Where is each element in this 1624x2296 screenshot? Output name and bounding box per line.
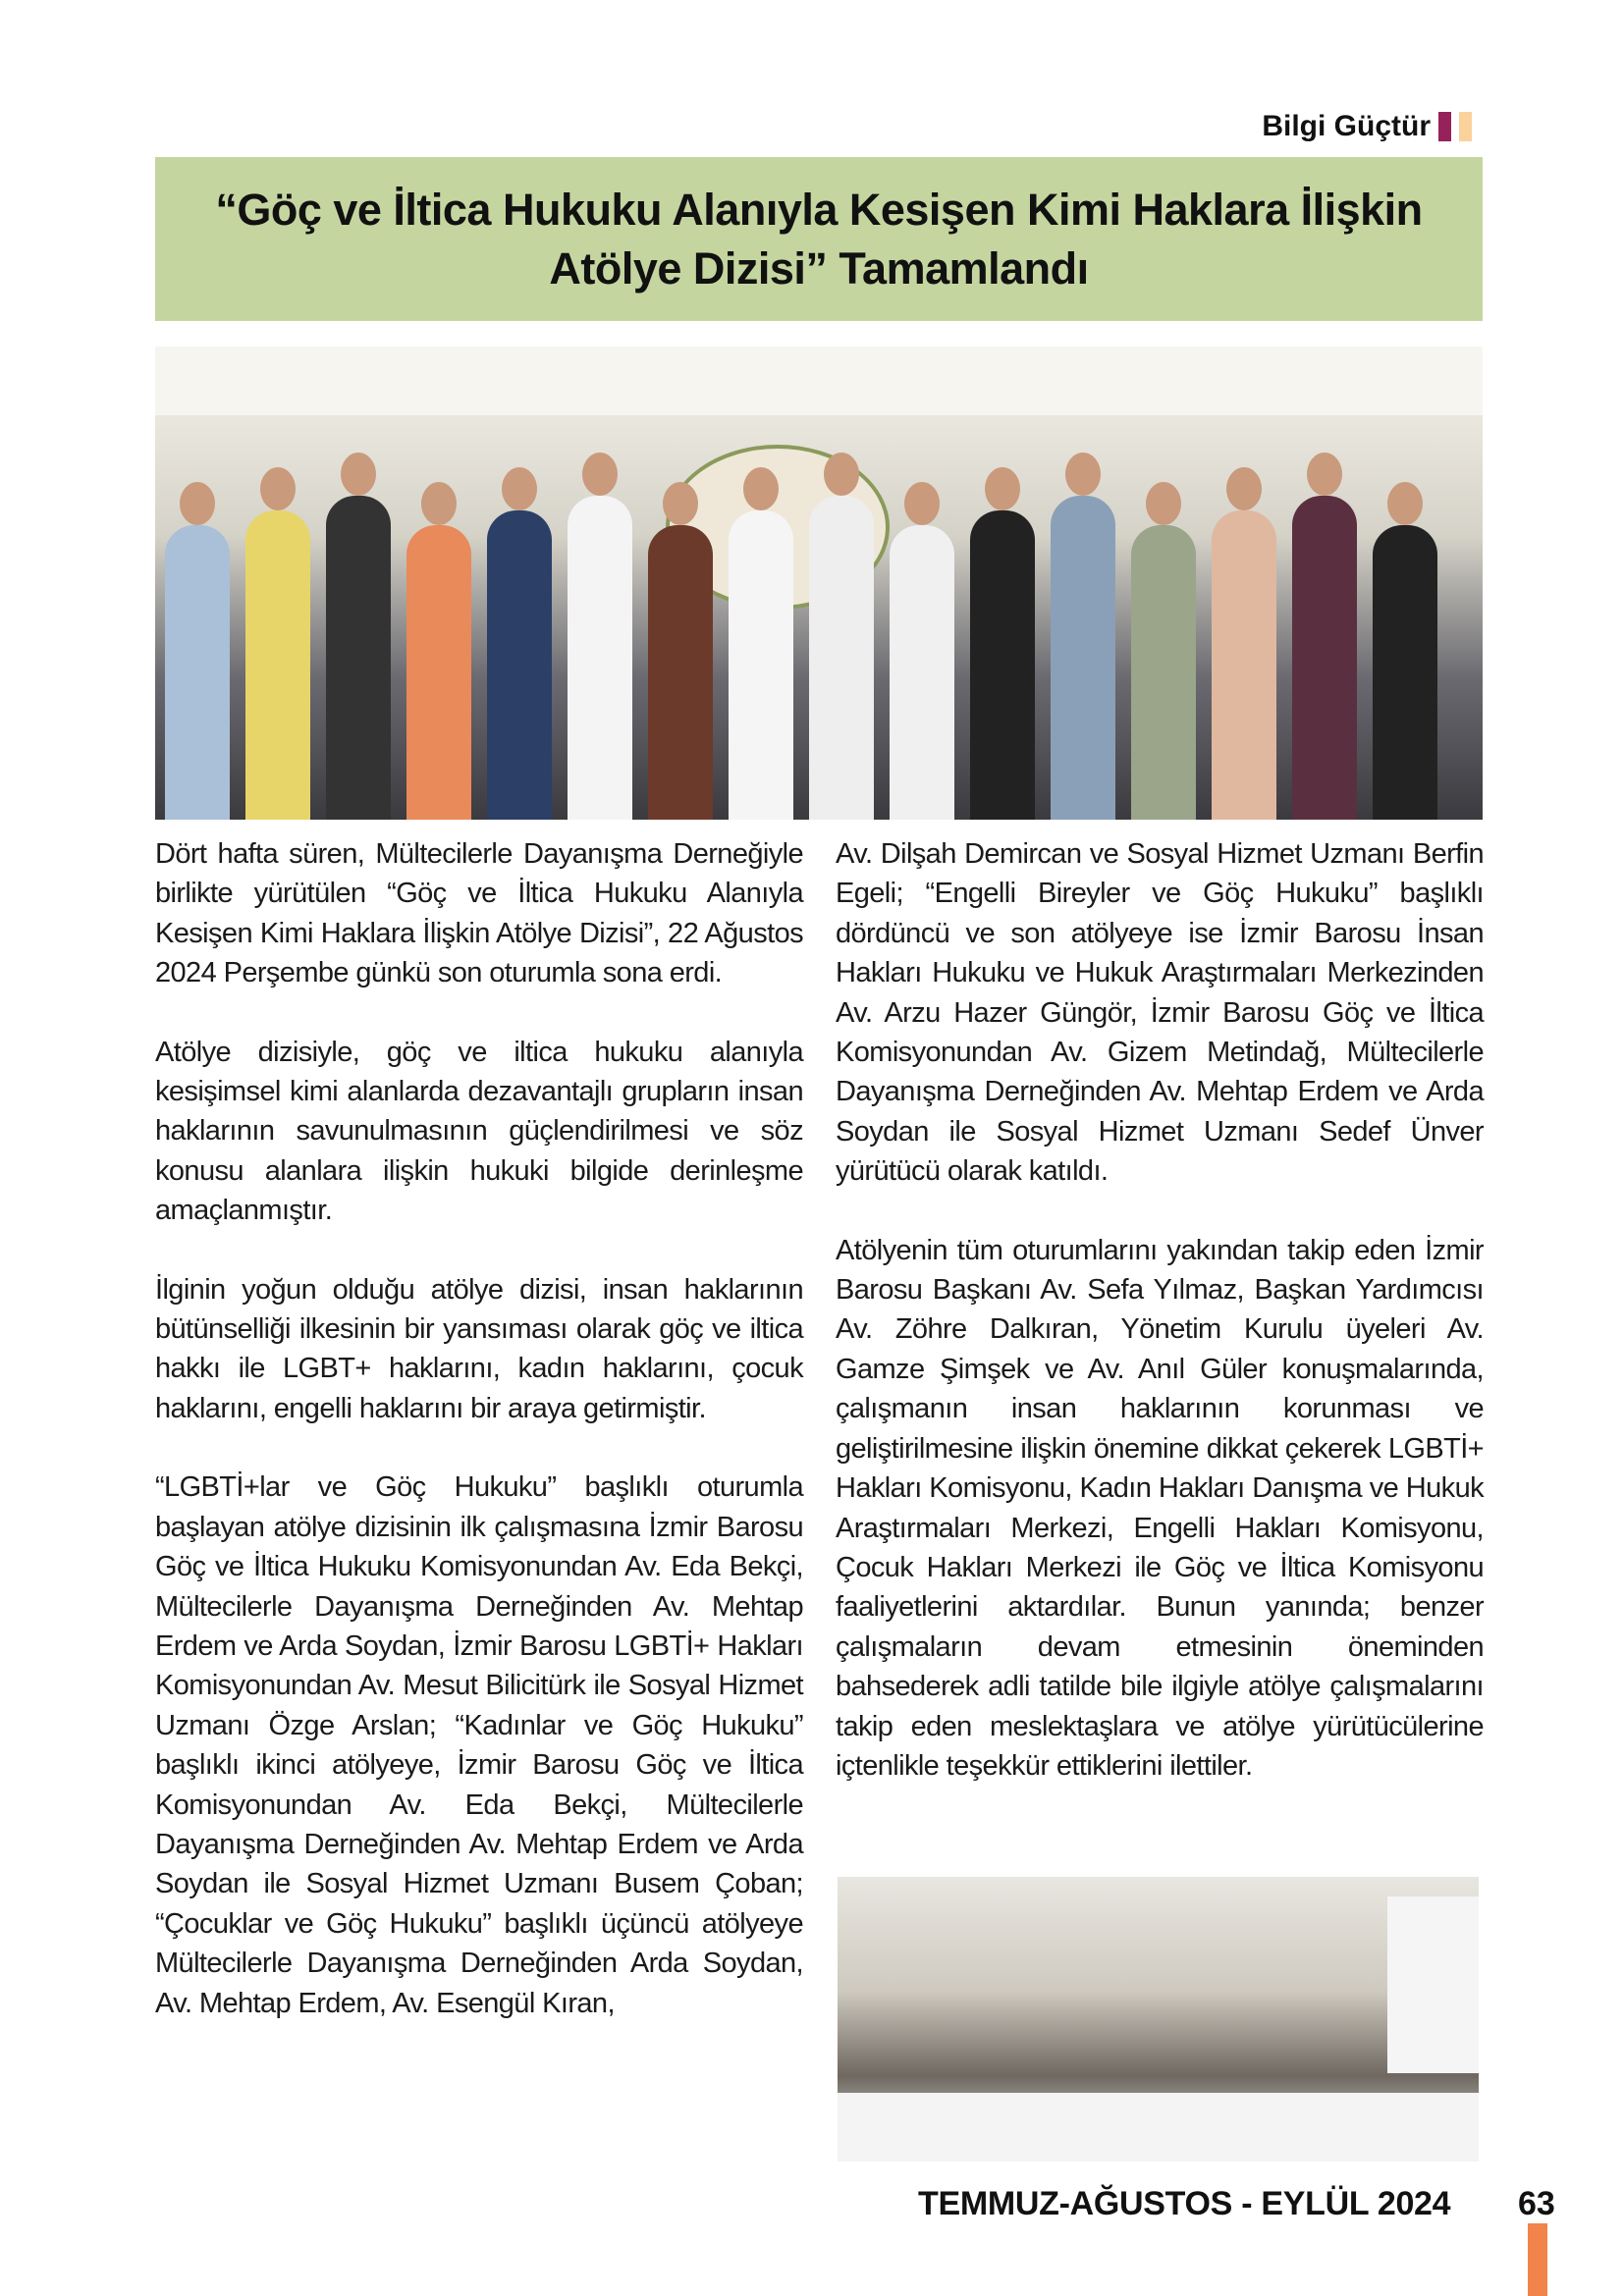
person-silhouette bbox=[970, 510, 1035, 820]
section-label: Bilgi Güçtür bbox=[1262, 110, 1431, 142]
person-silhouette bbox=[1292, 496, 1357, 820]
paragraph: Atölyenin tüm oturumlarını yakından takip eden İzmir Barosu Başkanı Av. Sefa Yılmaz, Başkan Yardımcısı Av. Zöhre Dalkıran, Yönetim Kurulu üyeleri Av. Gamze Şimşek ve Av. Anıl Güler konuşmalarında, çalışmanın insan haklarının korunması ve geliştirilmesine ilişkin önemine dikkat çekerek LGBTİ+ Hakları Komisyonu, Kadın Hakları Danışma ve Hukuk Araştırmaları Merkezi, Engelli Hakları Komisyonu, Çocuk Hakları Merkezi ile Göç ve İltica Komisyonu faaliyetlerini aktardılar. Bunun yanında; benzer çalışmaların devam etmesinin öneminden bahsederek adli tatilde bile ilgiyle atölye çalışmalarını takip eden meslektaşlara ve atölye yürütücülerine içtenlikle teşekkür ettiklerini ilettiler. bbox=[836, 1234, 1484, 1782]
person-head bbox=[1226, 467, 1262, 510]
person-silhouette bbox=[648, 525, 713, 820]
person-head bbox=[582, 453, 618, 496]
person-head bbox=[1065, 453, 1101, 496]
person-head bbox=[824, 453, 859, 496]
person-head bbox=[421, 482, 457, 525]
person-silhouette bbox=[568, 496, 632, 820]
article-title bbox=[215, 181, 1422, 298]
paragraph: Atölye dizisiyle, göç ve iltica hukuku alanıyla kesişimsel kimi alanlarda dezavantajlı grupların insan haklarının savunulmasının güçlendirilmesi ve söz konusu alanlara ilişkin hukuki bilgide derinleşme amaçlanmıştır. bbox=[155, 1036, 803, 1227]
person-head bbox=[1307, 453, 1342, 496]
person-head bbox=[1387, 482, 1423, 525]
person-silhouette bbox=[245, 510, 310, 820]
person-head bbox=[743, 467, 779, 510]
person-head bbox=[904, 482, 940, 525]
person-head bbox=[663, 482, 698, 525]
paragraph: Dört hafta süren, Mültecilerle Dayanışma Derneğiyle birlikte yürütülen “Göç ve İltica Hukuku Alanıyla Kesişen Kimi Haklara İlişkin Atölye Dizisi”, 22 Ağustos 2024 Perşembe günkü son oturumla sona erdi. bbox=[155, 838, 803, 989]
person-silhouette bbox=[809, 496, 874, 820]
person-silhouette bbox=[1131, 525, 1196, 820]
person-head bbox=[502, 467, 537, 510]
accent-bar-peach bbox=[1459, 112, 1472, 141]
person-head bbox=[180, 482, 215, 525]
section-tag bbox=[1262, 110, 1472, 143]
title-line-2: Atölye Dizisi” Tamamlandı bbox=[549, 242, 1089, 294]
person-silhouette bbox=[729, 510, 793, 820]
person-silhouette bbox=[1373, 525, 1437, 820]
page-accent-bar bbox=[1528, 2223, 1547, 2296]
person-head bbox=[1146, 482, 1181, 525]
person-head bbox=[985, 467, 1020, 510]
left-column bbox=[155, 834, 803, 2062]
ceiling bbox=[155, 347, 1483, 415]
tables bbox=[838, 2093, 1479, 2162]
person-silhouette bbox=[165, 525, 230, 820]
accent-bar-purple bbox=[1438, 112, 1451, 141]
person-silhouette bbox=[326, 496, 391, 820]
person-silhouette bbox=[406, 525, 471, 820]
person-silhouette bbox=[1212, 510, 1276, 820]
article-title-box bbox=[155, 157, 1483, 321]
person-head bbox=[341, 453, 376, 496]
title-line-1: “Göç ve İltica Hukuku Alanıyla Kesişen Kimi Haklara İlişkin bbox=[215, 184, 1423, 235]
person-silhouette bbox=[890, 525, 954, 820]
right-column bbox=[836, 834, 1484, 1825]
paragraph: “LGBTİ+lar ve Göç Hukuku” başlıklı oturumla başlayan atölye dizisinin ilk çalışmasına İzmir Barosu Göç ve İltica Hukuku Komisyonundan Av. Eda Bekçi, Mültecilerle Dayanışma Derneğinden Av. Mehtap Erdem ve Arda Soydan, İzmir Barosu LGBTİ+ Hakları Komisyonundan Av. Mesut Bilicitürk ile Sosyal Hizmet Uzmanı Özge Arslan; “Kadınlar ve Göç Hukuku” başlıklı ikinci atölyeye, İzmir Barosu Göç ve İltica Komisyonundan Av. Eda Bekçi, Mültecilerle Dayanışma Derneğinden Av. Mehtap Erdem ve Arda Soydan ile Sosyal Hizmet Uzmanı Busem Çoban; “Çocuklar ve Göç Hukuku” başlıklı üçüncü atölyeye Mültecilerle Dayanışma Derneğinden Arda Soydan, Av. Mehtap Erdem, Av. Esengül Kıran, bbox=[155, 1471, 803, 2019]
page-number: 63 bbox=[1518, 2185, 1555, 2222]
issue-label: TEMMUZ-AĞUSTOS - EYLÜL 2024 bbox=[918, 2185, 1451, 2222]
person-silhouette bbox=[487, 510, 552, 820]
paragraph: Av. Dilşah Demircan ve Sosyal Hizmet Uzmanı Berfin Egeli; “Engelli Bireyler ve Göç Hukuku” başlıklı dördüncü ve son atölyeye ise İzmir Barosu İnsan Hakları Hukuku ve Hukuk Araştırmaları Merkezinden Av. Arzu Hazer Güngör, İzmir Barosu Göç ve İltica Komisyonundan Av. Gizem Metindağ, Mültecilerle Dayanışma Derneğinden Av. Mehtap Erdem ve Arda Soydan ile Sosyal Hizmet Uzmanı Sedef Ünver yürütücü olarak katıldı. bbox=[836, 838, 1484, 1188]
workshop-photo bbox=[838, 1877, 1479, 2162]
person-head bbox=[260, 467, 296, 510]
projection-screen bbox=[1387, 1896, 1479, 2073]
person-silhouette bbox=[1051, 496, 1115, 820]
paragraph: İlginin yoğun olduğu atölye dizisi, insan haklarının bütünselliği ilkesinin bir yansıması olarak göç ve iltica hakkı ile LGBT+ haklarını, kadın haklarını, çocuk haklarını, engelli haklarını bir araya getirmiştir. bbox=[155, 1273, 803, 1424]
group-photo bbox=[155, 347, 1483, 820]
